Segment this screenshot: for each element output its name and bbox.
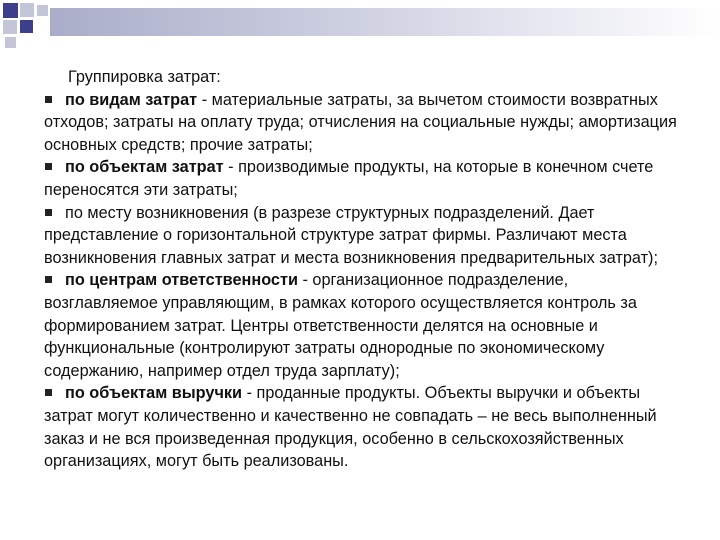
slide-heading: Группировка затрат: <box>68 68 221 86</box>
item-text: по месту возникновения (в разрезе структурных подразделений. Дает представление о горизонтальной структуре затрат фирмы. Различают места возникновения главных затрат и места возникновения предварительных затрат); <box>44 203 659 267</box>
header-gradient-bar <box>50 8 720 36</box>
item-text: - проданные продукты. Объекты выручки и объекты затрат могут количественно и качественно не совпадать – не весь выполненный заказ и не вся произведенная продукция, особенно в сельскохозяйственных организациях, могут быть реализованы. <box>44 384 657 471</box>
item-term: по объектам затрат <box>65 158 224 177</box>
decor-square-icon <box>37 5 48 16</box>
list-item <box>44 89 684 157</box>
square-bullet-icon <box>45 96 52 103</box>
list-item <box>44 202 684 270</box>
item-text: - материальные затраты, за вычетом стоимости возвратных отходов; затраты на оплату труда; отчисления на социальные нужды; амортизация основных средств; прочие затраты; <box>44 90 677 154</box>
item-text: - организационное подразделение, возглавляемое управляющим, в рамках которого осуществляется контроль за формированием затрат. Центры ответственности делятся на основные и функциональные (контролируют затраты однородные по экономическому содержанию, например отдел труда зарплату); <box>44 271 637 380</box>
slide-body <box>44 66 684 473</box>
square-bullet-icon <box>45 209 52 216</box>
decor-square-icon <box>5 37 16 48</box>
decor-square-icon <box>3 20 17 34</box>
list-item <box>44 156 684 201</box>
item-term: по видам затрат <box>65 90 198 109</box>
square-bullet-icon <box>45 163 52 170</box>
decor-square-icon <box>3 3 18 18</box>
list-item <box>44 269 684 382</box>
square-bullet-icon <box>45 389 52 396</box>
list-item <box>44 382 684 472</box>
item-text: - производимые продукты, на которые в конечном счете переносятся эти затраты; <box>44 158 654 199</box>
item-term: по объектам выручки <box>65 384 243 403</box>
item-term: по центрам ответственности <box>65 271 298 290</box>
square-bullet-icon <box>45 276 52 283</box>
decor-square-icon <box>20 3 34 17</box>
decor-square-icon <box>20 20 33 33</box>
